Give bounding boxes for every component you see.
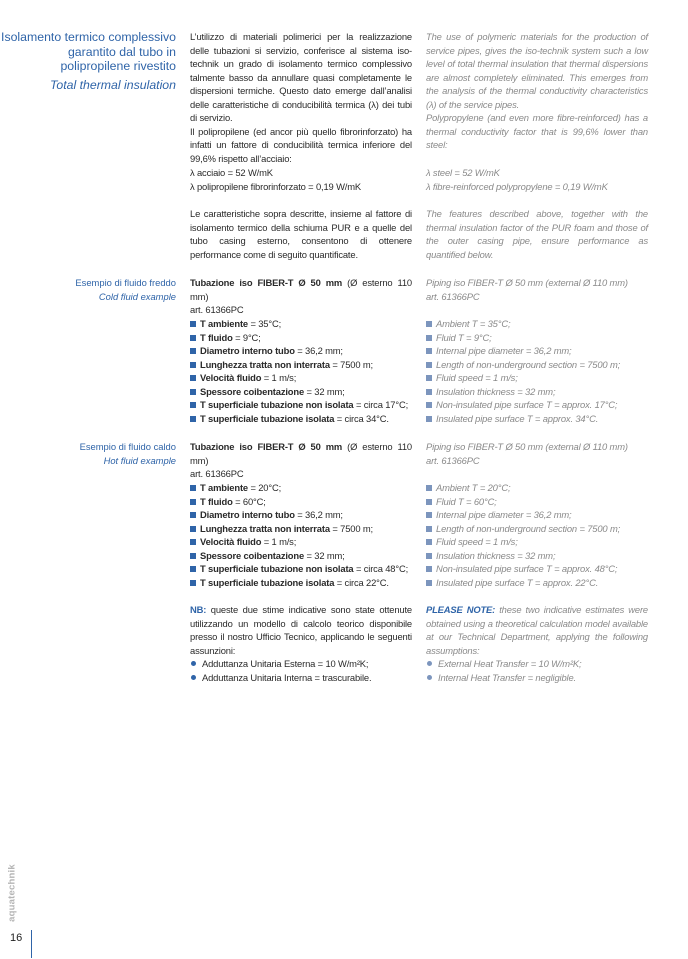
list-item: Internal pipe diameter = 36,2 mm; <box>426 344 648 358</box>
list-item: Fluid speed = 1 m/s; <box>426 371 648 385</box>
list-item: T fluido = 9°C; <box>190 331 412 345</box>
square-bullet-icon <box>190 512 196 518</box>
hot-art-it: art. 61366PC <box>190 468 244 479</box>
list-item: Insulated pipe surface T = approx. 22°C. <box>426 576 648 590</box>
cold-label-en: Cold fluid example <box>98 291 176 302</box>
features-it <box>190 207 412 261</box>
intro-it-column <box>190 30 412 165</box>
bullet-icon <box>427 675 432 680</box>
square-bullet-icon <box>426 375 432 381</box>
intro-en-paragraph-1: The use of polymeric materials for the production of service pipes, gives the iso-technik system such a low level of total thermal insulation that thermal dispersions are almost completely eliminated. This emerges from the analysis of the thermal conductivity characteristics (λ) of the service pipes. <box>426 31 648 110</box>
lambda-pp-it: λ polipropilene fibrorinforzato = 0,19 W/mK <box>190 180 361 192</box>
cold-pipe-title-en: Piping iso FIBER-T Ø 50 mm (external Ø 110 mm) <box>426 277 628 288</box>
square-bullet-icon <box>426 485 432 491</box>
cold-pipe-title-it <box>190 276 412 303</box>
lambda-it <box>190 166 412 193</box>
list-item: Velocità fluido = 1 m/s; <box>190 535 412 549</box>
hot-pipe-title-it <box>190 440 412 467</box>
list-item: T superficiale tubazione isolata = circa 34°C. <box>190 412 412 426</box>
list-item: T ambiente = 35°C; <box>190 317 412 331</box>
cold-params-en <box>426 317 648 425</box>
hot-label-it: Esempio di fluido caldo <box>79 441 176 452</box>
cold-example-heading <box>0 276 176 304</box>
square-bullet-icon <box>190 416 196 422</box>
list-item: Spessore coibentazione = 32 mm; <box>190 549 412 563</box>
square-bullet-icon <box>426 335 432 341</box>
hot-pipe-rest-it: (Ø esterno 110 mm) <box>190 441 412 466</box>
square-bullet-icon <box>426 348 432 354</box>
square-bullet-icon <box>190 375 196 381</box>
hot-params-list-it <box>190 481 412 589</box>
cold-pipe-en <box>426 276 648 303</box>
square-bullet-icon <box>190 539 196 545</box>
cold-label-it: Esempio di fluido freddo <box>75 277 176 288</box>
lambda-en <box>426 166 648 193</box>
hot-params-list-en <box>426 481 648 589</box>
square-bullet-icon <box>190 348 196 354</box>
square-bullet-icon <box>426 553 432 559</box>
cold-params-list-it <box>190 317 412 425</box>
list-item: Insulation thickness = 32 mm; <box>426 385 648 399</box>
list-item: Velocità fluido = 1 m/s; <box>190 371 412 385</box>
square-bullet-icon <box>426 389 432 395</box>
hot-art-en: art. 61366PC <box>426 454 480 466</box>
list-item: Internal pipe diameter = 36,2 mm; <box>426 508 648 522</box>
list-item: Lunghezza tratta non interrata = 7500 m; <box>190 358 412 372</box>
square-bullet-icon <box>426 402 432 408</box>
hot-label-en: Hot fluid example <box>103 455 176 466</box>
note-en-label: PLEASE NOTE: <box>426 604 496 615</box>
brand-logo <box>5 858 19 928</box>
list-item: T superficiale tubazione non isolata = circa 17°C; <box>190 398 412 412</box>
cold-art-en: art. 61366PC <box>426 290 480 302</box>
cold-pipe-it <box>190 276 412 317</box>
hot-pipe-it <box>190 440 412 481</box>
cold-pipe-rest-it: (Ø esterno 110 mm) <box>190 277 412 302</box>
cold-params-list-en <box>426 317 648 425</box>
hot-pipe-bold-it: Tubazione iso FIBER-T Ø 50 mm <box>190 441 343 452</box>
hot-pipe-title-en: Piping iso FIBER-T Ø 50 mm (external Ø 110 mm) <box>426 441 628 452</box>
note-it <box>190 603 412 684</box>
list-item: T superficiale tubazione isolata = circa 22°C. <box>190 576 412 590</box>
list-item: Fluid T = 9°C; <box>426 331 648 345</box>
square-bullet-icon <box>190 335 196 341</box>
list-item: Fluid speed = 1 m/s; <box>426 535 648 549</box>
list-item: Non-insulated pipe surface T = approx. 48°C; <box>426 562 648 576</box>
hot-params-it <box>190 481 412 589</box>
list-item: Ambient T = 20°C; <box>426 481 648 495</box>
bullet-icon <box>427 661 432 666</box>
note-it-text: queste due stime indicative sono state ottenute utilizzando un modello di calcolo teorico disponibile presso il nostro Ufficio Tecnico, applicando le seguenti assunzioni: <box>190 604 412 656</box>
intro-en-paragraph-2: Polypropylene (and even more fibre-reinforced) has a thermal conductivity factor that is 99,6% lower than steel: <box>426 112 648 150</box>
list-item: Diametro interno tubo = 36,2 mm; <box>190 508 412 522</box>
list-item: Ambient T = 35°C; <box>426 317 648 331</box>
square-bullet-icon <box>190 499 196 505</box>
intro-it-paragraph-2: Il polipropilene (ed ancor più quello fibrorinforzato) ha infatti un fattore di conducibilità termica inferiore del 99,6% rispetto all’acciaio: <box>190 125 412 164</box>
square-bullet-icon <box>426 580 432 586</box>
list-item: Internal Heat Transfer = negligible. <box>426 671 648 685</box>
lambda-pp-en: λ fibre-reinforced polypropylene = 0,19 W/mK <box>426 180 608 192</box>
square-bullet-icon <box>426 512 432 518</box>
list-item: Spessore coibentazione = 32 mm; <box>190 385 412 399</box>
section-title-en: Total thermal insulation <box>49 77 176 92</box>
note-it-list <box>190 657 412 684</box>
list-item: Lunghezza tratta non interrata = 7500 m; <box>190 522 412 536</box>
section-title-it: Isolamento termico complessivo garantito dal tubo in polipropilene rivestito <box>1 30 176 74</box>
note-it-paragraph <box>190 603 412 657</box>
square-bullet-icon <box>426 499 432 505</box>
list-item: T ambiente = 20°C; <box>190 481 412 495</box>
square-bullet-icon <box>426 321 432 327</box>
list-item: External Heat Transfer = 10 W/m²K; <box>426 657 648 671</box>
note-en-text: these two indicative estimates were obtained using a theoretical calculation model available at our Technical Department, applying the following assumptions: <box>426 604 648 656</box>
list-item: Fluid T = 60°C; <box>426 495 648 509</box>
list-item: T superficiale tubazione non isolata = circa 48°C; <box>190 562 412 576</box>
intro-it-paragraph-1: L’utilizzo di materiali polimerici per la realizzazione delle tubazioni si servizio, conferisce al sistema iso-technik un grado di isolamento termico complessivo talmente basso da annullare quasi completamente le dispersioni termiche. Questo dato emerge dall’analisi delle caratteristiche di conducibilità termica (λ) dei tubi di servizio. <box>190 31 412 123</box>
brand-text: aquatechnik <box>6 864 18 922</box>
square-bullet-icon <box>426 526 432 532</box>
intro-en-column <box>426 30 648 152</box>
square-bullet-icon <box>426 362 432 368</box>
features-en-paragraph: The features described above, together with the thermal insulation factor of the PUR foam and those of the outer casing pipe, ensure performance as quantified below. <box>426 208 648 260</box>
bullet-icon <box>191 675 196 680</box>
cold-pipe-bold-it: Tubazione iso FIBER-T Ø 50 mm <box>190 277 343 288</box>
square-bullet-icon <box>426 416 432 422</box>
page-divider <box>31 930 32 958</box>
note-en-list <box>426 657 648 684</box>
cold-params-it <box>190 317 412 425</box>
list-item: Insulated pipe surface T = approx. 34°C. <box>426 412 648 426</box>
square-bullet-icon <box>426 539 432 545</box>
note-en <box>426 603 648 684</box>
list-item: T fluido = 60°C; <box>190 495 412 509</box>
square-bullet-icon <box>190 389 196 395</box>
cold-art-it: art. 61366PC <box>190 304 244 315</box>
note-en-paragraph <box>426 603 648 657</box>
square-bullet-icon <box>426 566 432 572</box>
list-item: Adduttanza Unitaria Esterna = 10 W/m²K; <box>190 657 412 671</box>
features-en <box>426 207 648 261</box>
hot-params-en <box>426 481 648 589</box>
lambda-steel-en: λ steel = 52 W/mK <box>426 167 500 178</box>
list-item: Non-insulated pipe surface T = approx. 17°C; <box>426 398 648 412</box>
square-bullet-icon <box>190 485 196 491</box>
lambda-steel-it: λ acciaio = 52 W/mK <box>190 167 273 178</box>
square-bullet-icon <box>190 580 196 586</box>
square-bullet-icon <box>190 362 196 368</box>
list-item: Diametro interno tubo = 36,2 mm; <box>190 344 412 358</box>
list-item: Adduttanza Unitaria Interna = trascurabile. <box>190 671 412 685</box>
square-bullet-icon <box>190 526 196 532</box>
list-item: Length of non-underground section = 7500 m; <box>426 358 648 372</box>
square-bullet-icon <box>190 402 196 408</box>
section-heading-insulation <box>0 30 176 92</box>
square-bullet-icon <box>190 321 196 327</box>
bullet-icon <box>191 661 196 666</box>
note-it-label: NB: <box>190 604 207 615</box>
list-item: Length of non-underground section = 7500 m; <box>426 522 648 536</box>
list-item: Insulation thickness = 32 mm; <box>426 549 648 563</box>
hot-example-heading <box>0 440 176 468</box>
square-bullet-icon <box>190 566 196 572</box>
features-it-paragraph: Le caratteristiche sopra descritte, insieme al fattore di isolamento termico della schiuma PUR e a quelle del tubo casing esterno, consentono di ottenere performance come di seguito quantificate. <box>190 208 412 260</box>
page-number: 16 <box>10 932 23 944</box>
square-bullet-icon <box>190 553 196 559</box>
hot-pipe-en <box>426 440 648 467</box>
